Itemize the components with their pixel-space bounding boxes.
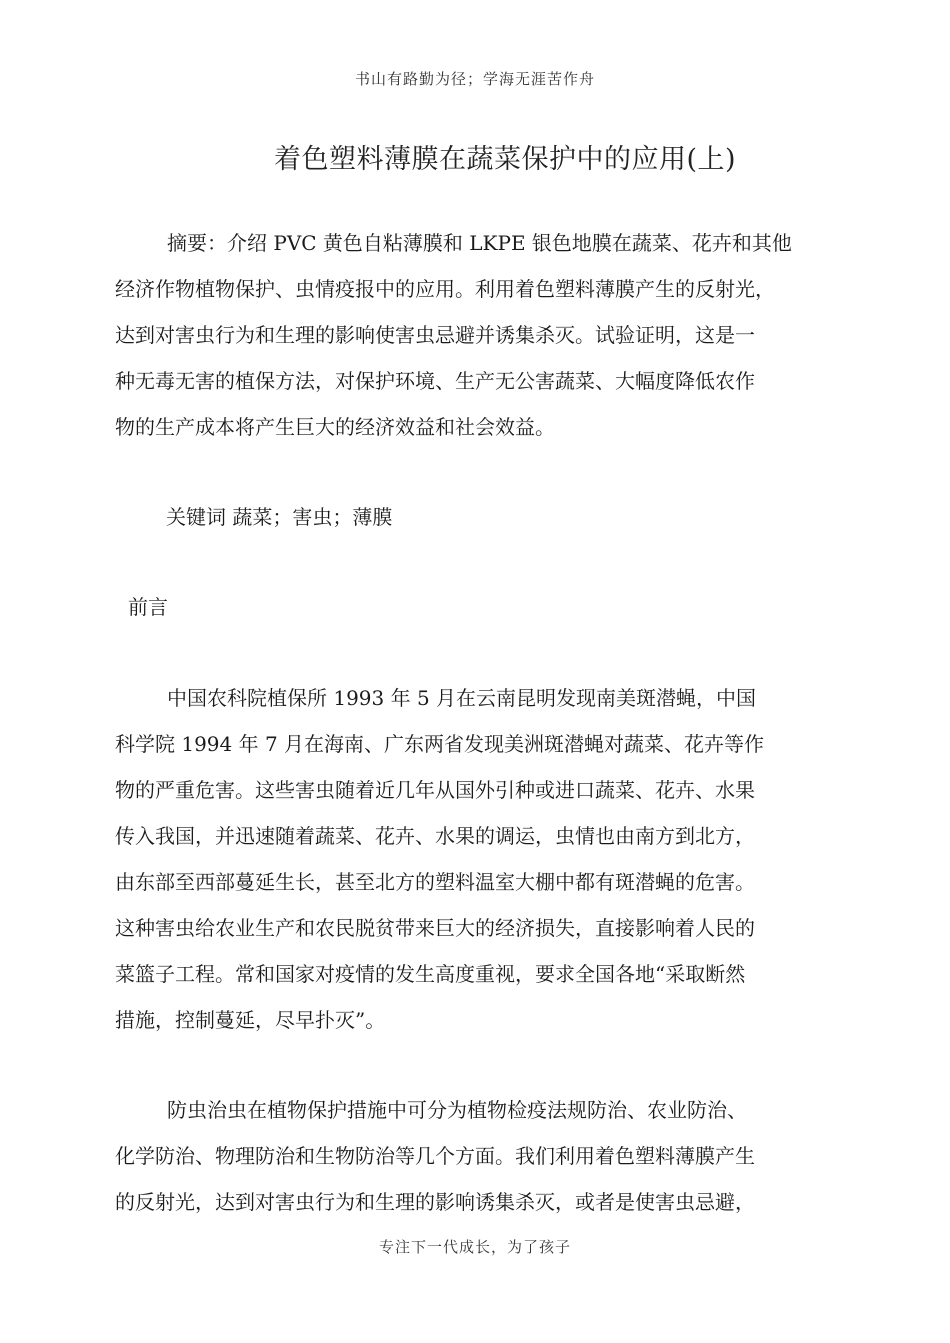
footer-motto: 专注下一代成长，为了孩子 [378, 1238, 571, 1256]
header-motto: 书山有路勤为径；学海无涯苦作舟 [354, 70, 595, 88]
abstract-line: 经济作物植物保护、虫情疫报中的应用。利用着色塑料薄膜产生的反射光， [115, 277, 775, 301]
paragraph-line: 传入我国，并迅速随着蔬菜、花卉、水果的调运，虫情也由南方到北方， [115, 824, 755, 848]
document-title: 着色塑料薄膜在蔬菜保护中的应用(上) [273, 144, 737, 175]
abstract-line: 摘要：介绍 PVC 黄色自粘薄膜和 LKPE 银色地膜在蔬菜、花卉和其他 [167, 231, 792, 255]
abstract-paragraph [115, 220, 855, 450]
paragraph-line: 科学院 1994 年 7 月在海南、广东两省发现美洲斑潜蝇对蔬菜、花卉等作 [115, 732, 765, 756]
body-paragraph-2 [115, 1087, 855, 1225]
preface-heading: 前言 [128, 595, 168, 619]
abstract-line: 物的生产成本将产生巨大的经济效益和社会效益。 [115, 415, 555, 439]
keywords: 关键词 蔬菜；害虫；薄膜 [166, 505, 393, 529]
paragraph-line: 由东部至西部蔓延生长，甚至北方的塑料温室大棚中都有斑潜蝇的危害。 [115, 870, 755, 894]
paragraph-line: 中国农科院植保所 1993 年 5 月在云南昆明发现南美斑潜蝇，中国 [167, 686, 757, 710]
paragraph-line: 防虫治虫在植物保护措施中可分为植物检疫法规防治、农业防治、 [167, 1098, 747, 1122]
paragraph-line: 物的严重危害。这些害虫随着近几年从国外引种或进口蔬菜、花卉、水果 [115, 778, 755, 802]
abstract-line: 种无毒无害的植保方法，对保护环境、生产无公害蔬菜、大幅度降低农作 [115, 369, 755, 393]
paragraph-line: 措施，控制蔓延，尽早扑灭”。 [115, 1008, 386, 1032]
paragraph-line: 这种害虫给农业生产和农民脱贫带来巨大的经济损失，直接影响着人民的 [115, 916, 755, 940]
abstract-line: 达到对害虫行为和生理的影响使害虫忌避并诱集杀灭。试验证明，这是一 [115, 323, 755, 347]
paragraph-line: 菜篮子工程。常和国家对疫情的发生高度重视，要求全国各地“采取断然 [115, 962, 746, 986]
body-paragraph-1 [115, 675, 855, 1043]
paragraph-line: 化学防治、物理防治和生物防治等几个方面。我们利用着色塑料薄膜产生 [115, 1144, 755, 1168]
paragraph-line: 的反射光，达到对害虫行为和生理的影响诱集杀灭，或者是使害虫忌避， [115, 1190, 755, 1214]
